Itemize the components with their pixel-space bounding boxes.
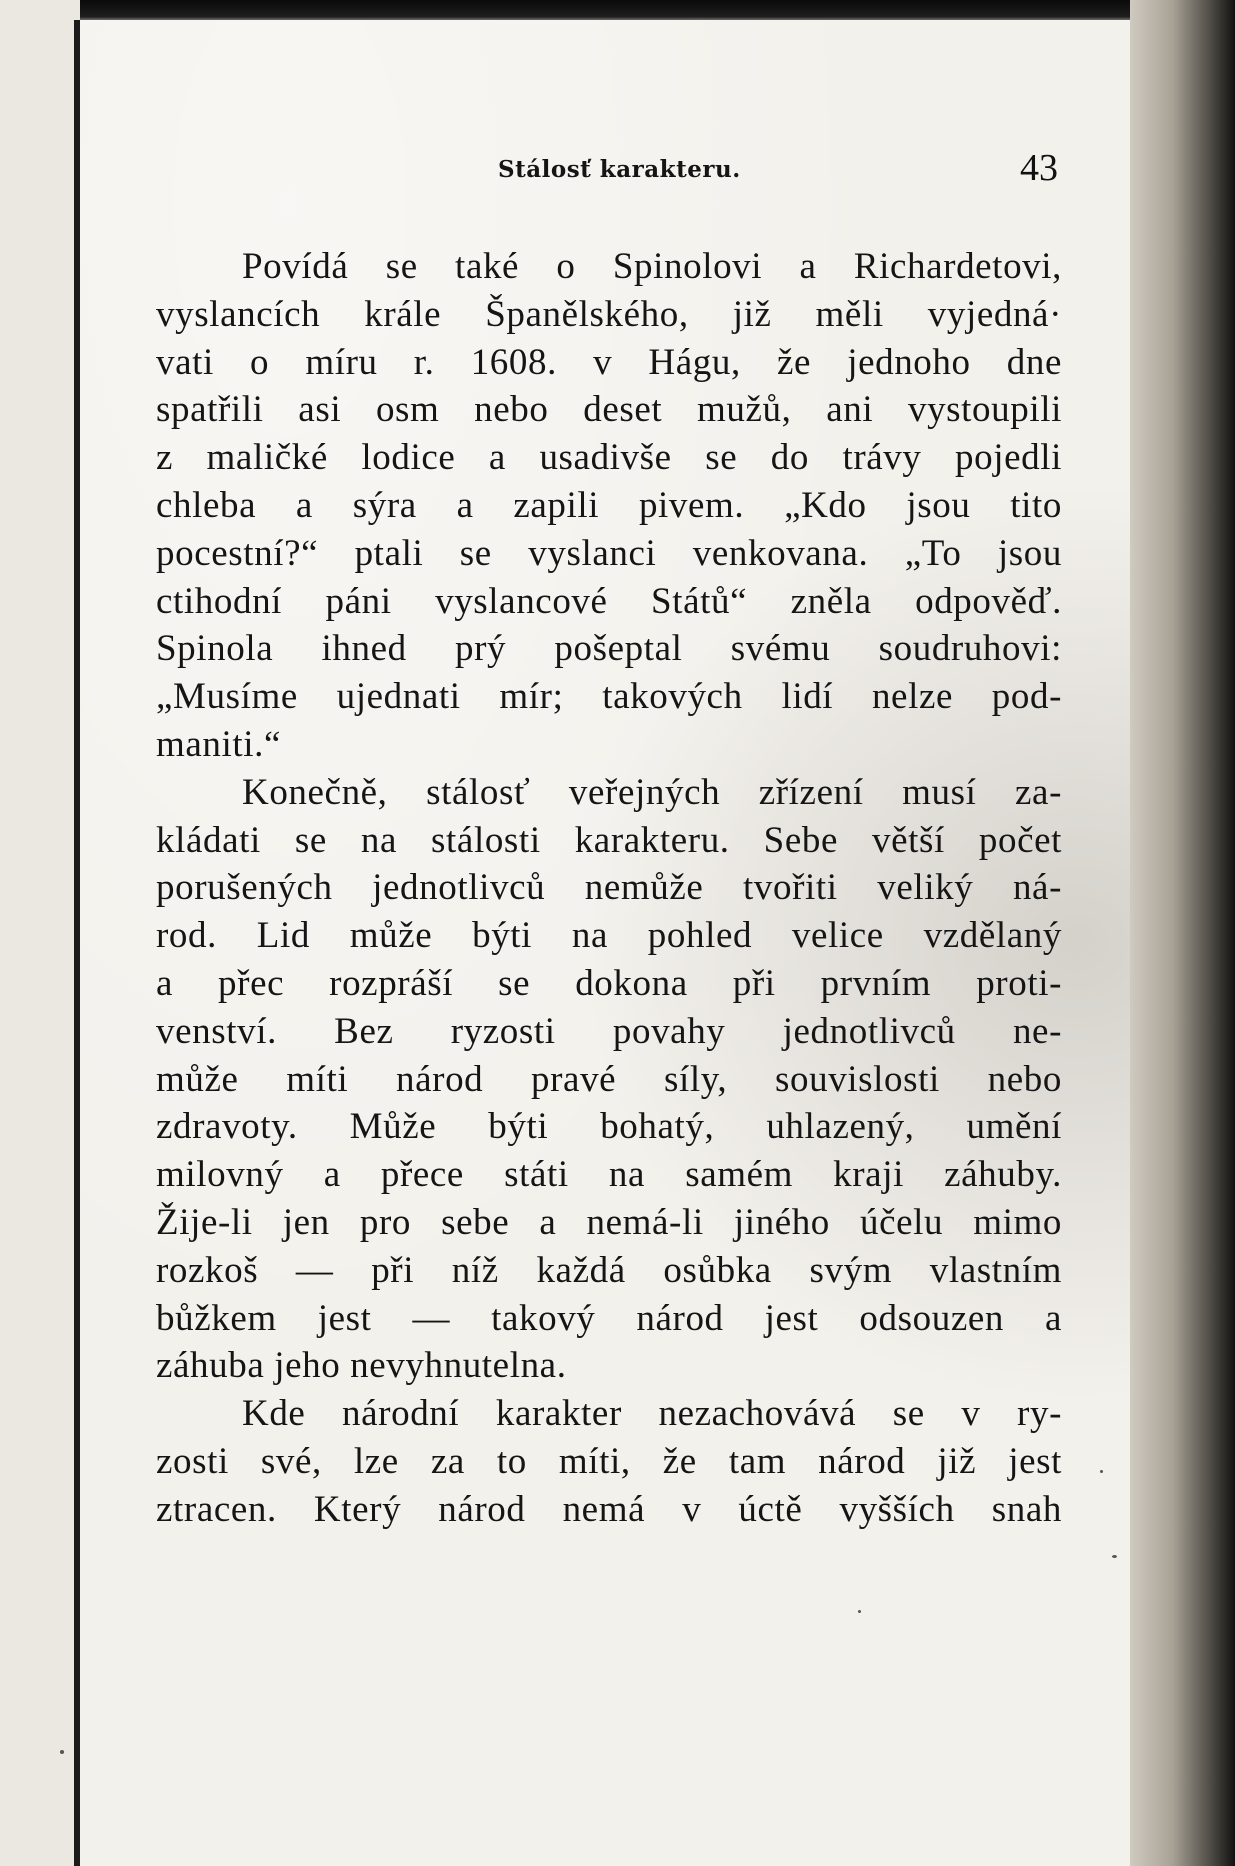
text-line: bůžkem jest — takový národ jest odsouzen a [156,1297,1062,1339]
text-line: spatřili asi osm nebo deset mužů, ani vystoupili [156,389,1062,431]
left-page-margin [0,0,80,1866]
text-line: pocestní?“ ptali se vyslanci venkovana. „To jsou [156,532,1062,574]
right-scan-edge [1130,0,1235,1866]
text-line: ztracen. Který národ nemá v úctě vyšších snah [156,1488,1062,1530]
page-number: 43 [1020,147,1058,189]
text-line: vati o míru r. 1608. v Hágu, že jednoho dne [156,341,1062,383]
dust-speck [858,1610,861,1613]
text-line: rozkoš — při níž každá osůbka svým vlastním [156,1249,1062,1291]
text-line: zosti své, lze za to míti, že tam národ již jest [156,1440,1062,1482]
body-text [156,243,1062,1534]
running-head: Stálosť karakteru. [498,156,741,183]
text-line: vyslancích krále Španělského, již měli vyjedná· [156,293,1062,335]
text-line: a přec rozpráší se dokona při prvním proti- [156,962,1062,1004]
page-header [0,147,1235,190]
text-line: Kde národní karakter nezachovává se v ry- [242,1393,1062,1435]
text-line: chleba a sýra a zapili pivem. „Kdo jsou tito [156,484,1062,526]
text-line: milovný a přece státi na samém kraji záhuby. [156,1154,1062,1196]
text-line: venství. Bez ryzosti povahy jednotlivců ne- [156,1010,1062,1052]
dust-speck [1112,1555,1117,1558]
dust-speck [60,1750,64,1754]
text-line: z maličké lodice a usadivše se do trávy pojedli [156,437,1062,479]
text-line: porušených jednotlivců nemůže tvořiti veliký ná- [156,867,1062,909]
dust-speck [1100,1470,1103,1473]
text-line: záhuba jeho nevyhnutelna. [156,1345,567,1387]
text-line: rod. Lid může býti na pohled velice vzdělaný [156,915,1062,957]
binding-line [74,20,80,1866]
text-line: Povídá se také o Spinolovi a Richardetovi, [242,246,1062,287]
text-line: Spinola ihned prý pošeptal svému soudruhovi: [156,628,1062,670]
text-line: zdravoty. Může býti bohatý, uhlazený, umění [156,1106,1062,1148]
text-line: Žije-li jen pro sebe a nemá-li jiného účelu mimo [156,1201,1062,1243]
text-line: ctihodní páni vyslancové Států“ zněla odpověď. [156,580,1062,622]
text-line: maniti.“ [156,723,282,765]
text-line: může míti národ pravé síly, souvislosti nebo [156,1058,1062,1100]
text-line: „Musíme ujednati mír; takových lidí nelze pod- [156,676,1062,718]
text-line: Konečně, stálosť veřejných zřízení musí za- [242,771,1062,813]
text-line: kládati se na stálosti karakteru. Sebe větší počet [156,819,1062,861]
